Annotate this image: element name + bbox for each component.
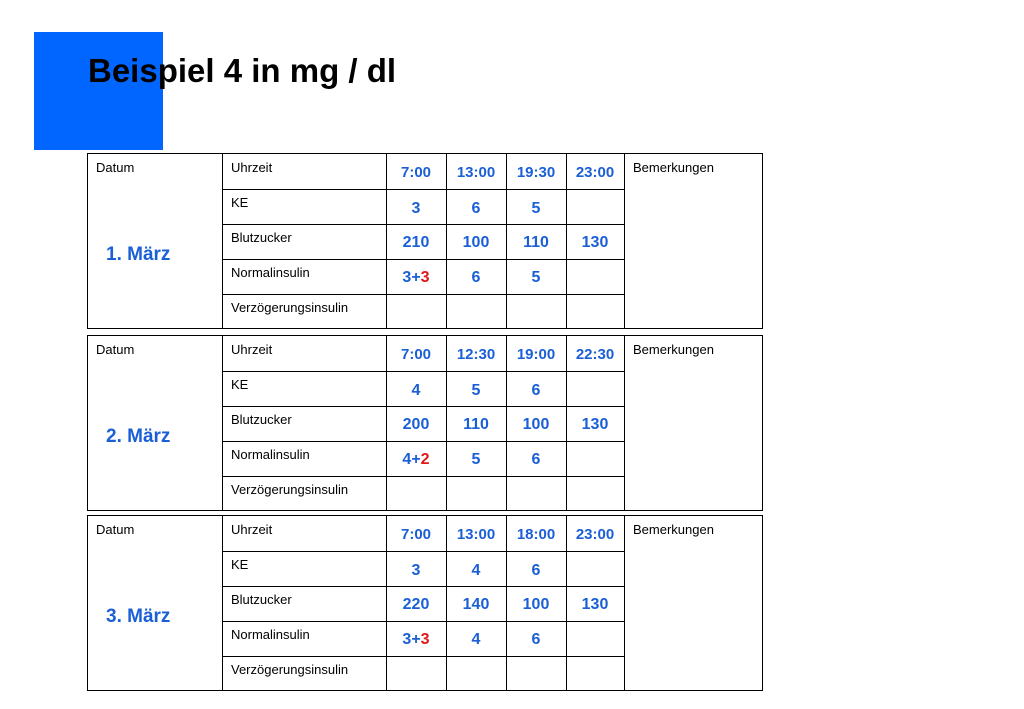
normalinsulin-value (506, 631, 566, 649)
date-value: 2. März (106, 426, 171, 447)
time-value: 13:00 (456, 164, 496, 181)
blutzucker-value: 210 (402, 234, 430, 251)
normalinsulin-value (386, 269, 446, 287)
row-divider (222, 294, 624, 295)
row-label-ke: KE (231, 377, 249, 392)
row-label-blutzucker: Blutzucker (231, 592, 292, 607)
blutzucker-value: 130 (581, 416, 609, 433)
normalinsulin-base: 5 (531, 269, 541, 286)
normalinsulin-extra: 2 (420, 451, 430, 468)
time-value: 7:00 (400, 526, 432, 543)
column-divider (624, 154, 625, 328)
blutzucker-value: 130 (581, 234, 609, 251)
row-label-uhrzeit: Uhrzeit (231, 160, 273, 175)
row-label-blutzucker: Blutzucker (231, 412, 292, 427)
row-divider (222, 656, 624, 657)
row-divider (222, 406, 624, 407)
time-value: 19:30 (516, 164, 556, 181)
normalinsulin-extra: 3 (420, 631, 430, 648)
ke-value: 6 (531, 382, 541, 399)
normalinsulin-value (506, 269, 566, 287)
date-value: 3. März (106, 606, 171, 627)
bemerkungen-label: Bemerkungen (633, 522, 714, 537)
row-label-normalinsulin: Normalinsulin (231, 627, 310, 642)
column-divider (624, 336, 625, 510)
row-label-normalinsulin: Normalinsulin (231, 447, 310, 462)
blutzucker-value: 100 (522, 416, 550, 433)
time-value: 19:00 (516, 346, 556, 363)
row-label-verzoegerungsinsulin: Verzögerungsinsulin (231, 300, 349, 315)
normalinsulin-base: 3+ (402, 631, 421, 648)
blutzucker-value: 130 (581, 596, 609, 613)
normalinsulin-base: 4+ (402, 451, 421, 468)
normalinsulin-base: 6 (531, 631, 541, 648)
normalinsulin-value (446, 451, 506, 469)
day-table (87, 335, 763, 511)
column-divider (624, 516, 625, 690)
ke-value: 6 (531, 562, 541, 579)
blutzucker-value: 110 (523, 234, 549, 251)
ke-value: 5 (471, 382, 481, 399)
normalinsulin-value (506, 451, 566, 469)
normalinsulin-base: 6 (531, 451, 541, 468)
column-divider (222, 516, 223, 690)
time-value: 23:00 (575, 164, 615, 181)
row-divider (222, 224, 624, 225)
normalinsulin-base: 5 (471, 451, 481, 468)
normalinsulin-extra: 3 (420, 269, 430, 286)
row-label-verzoegerungsinsulin: Verzögerungsinsulin (231, 662, 349, 677)
normalinsulin-base: 3+ (402, 269, 421, 286)
time-value: 7:00 (400, 346, 432, 363)
blue-accent-square (34, 32, 163, 150)
normalinsulin-value (386, 631, 446, 649)
row-divider (222, 476, 624, 477)
row-label-normalinsulin: Normalinsulin (231, 265, 310, 280)
blutzucker-value: 110 (463, 416, 489, 433)
ke-value: 4 (411, 382, 421, 399)
row-divider (222, 441, 624, 442)
ke-value: 6 (471, 200, 481, 217)
time-value: 12:30 (456, 346, 496, 363)
time-value: 7:00 (400, 164, 432, 181)
day-table (87, 515, 763, 691)
row-label-uhrzeit: Uhrzeit (231, 522, 273, 537)
normalinsulin-value (386, 451, 446, 469)
ke-value: 3 (411, 200, 421, 217)
page-title: Beispiel 4 in mg / dl (88, 52, 397, 89)
row-label-ke: KE (231, 195, 249, 210)
normalinsulin-value (446, 269, 506, 287)
normalinsulin-base: 4 (471, 631, 481, 648)
ke-value: 5 (531, 200, 541, 217)
bemerkungen-label: Bemerkungen (633, 160, 714, 175)
blutzucker-value: 220 (402, 596, 430, 613)
row-label-ke: KE (231, 557, 249, 572)
row-label-verzoegerungsinsulin: Verzögerungsinsulin (231, 482, 349, 497)
blutzucker-value: 200 (402, 416, 430, 433)
row-divider (222, 259, 624, 260)
row-divider (222, 551, 624, 552)
blutzucker-value: 100 (522, 596, 550, 613)
row-label-uhrzeit: Uhrzeit (231, 342, 273, 357)
row-divider (222, 189, 624, 190)
ke-value: 3 (411, 562, 421, 579)
datum-label: Datum (96, 160, 135, 175)
blutzucker-value: 100 (462, 234, 490, 251)
time-value: 23:00 (575, 526, 615, 543)
row-label-blutzucker: Blutzucker (231, 230, 292, 245)
time-value: 13:00 (456, 526, 496, 543)
datum-label: Datum (96, 522, 135, 537)
column-divider (222, 154, 223, 328)
bemerkungen-label: Bemerkungen (633, 342, 714, 357)
day-table (87, 153, 763, 329)
normalinsulin-value (446, 631, 506, 649)
blutzucker-value: 140 (462, 596, 490, 613)
row-divider (222, 371, 624, 372)
column-divider (222, 336, 223, 510)
row-divider (222, 586, 624, 587)
ke-value: 4 (471, 562, 481, 579)
row-divider (222, 621, 624, 622)
normalinsulin-base: 6 (471, 269, 481, 286)
datum-label: Datum (96, 342, 135, 357)
time-value: 22:30 (575, 346, 615, 363)
time-value: 18:00 (516, 526, 556, 543)
date-value: 1. März (106, 244, 171, 265)
